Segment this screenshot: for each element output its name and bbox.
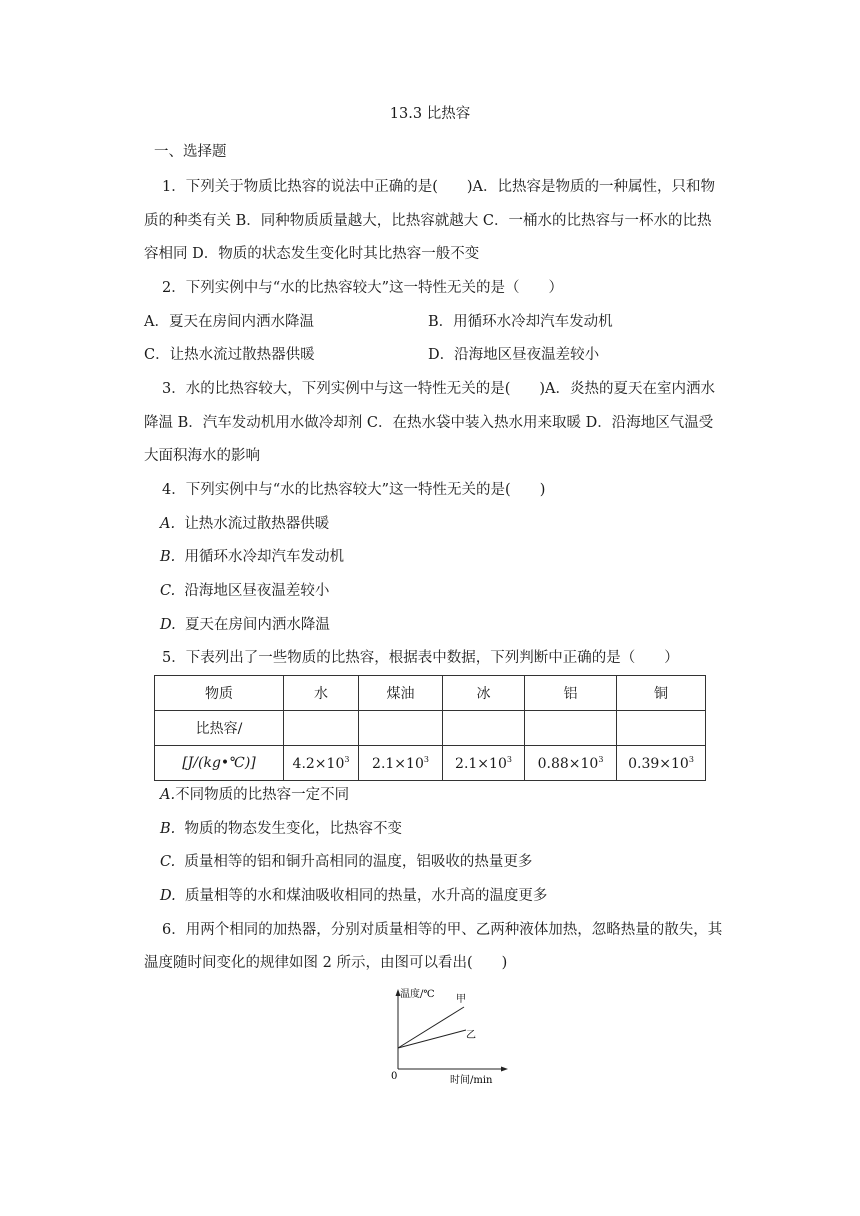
q6-line-1: 6．用两个相同的加热器，分别对质量相等的甲、乙两种液体加热，忽略热量的散失，其 [162,922,723,938]
q5-option-a [160,785,349,805]
y-axis-label: 温度/℃ [400,989,435,1000]
q3-line-2: 降温 B．汽车发动机用水做冷却剂 C．在热水袋中装入热水用来取暖 D．沿海地区气温受 [144,415,714,431]
q2-option-c: C．让热水流过散热器供暖 [144,347,315,363]
series-label-jia: 甲 [456,994,466,1005]
exponent: 3 [688,754,694,764]
table-cell [284,746,359,781]
q2-stem: 2．下列实例中与“水的比热容较大”这一特性无关的是（ ） [162,280,564,296]
table-cell: [J/(kg•℃)] [155,746,284,781]
q2-option-b: B．用循环水冷却汽车发动机 [428,314,613,330]
table-cell [443,711,525,746]
q5-option-c [160,852,532,872]
value-text: 0.39×10 [628,755,689,772]
option-text: 夏天在房间内洒水降温 [184,617,330,633]
table-cell: 铜 [617,676,706,711]
x-axis-label: 时间/min [450,1075,493,1086]
option-label: A. [160,787,176,803]
value-text: 4.2×10 [292,755,345,772]
option-text: 质量相等的水和煤油吸收相同的热量，水升高的温度更多 [184,888,548,904]
option-label: D. [160,888,176,904]
option-text: 让热水流过散热器供暖 [184,516,330,532]
table-cell [284,711,359,746]
table-row [155,711,706,746]
page-title: 13.3 比热容 [389,106,471,122]
option-text: 用循环水冷却汽车发动机 [184,549,344,565]
exponent: 3 [423,754,429,764]
option-label: A. [160,516,176,532]
q1-line-1: 1．下列关于物质比热容的说法中正确的是( )A．比热容是物质的一种属性，只和物 [162,179,716,195]
table-cell: 铝 [525,676,617,711]
option-label: D. [160,617,176,633]
q5-stem: 5．下表列出了一些物质的比热容，根据表中数据，下列判断中正确的是（ ） [162,650,679,666]
table-cell [525,746,617,781]
q3-line-1: 3．水的比热容较大，下列实例中与这一特性无关的是( )A．炎热的夏天在室内洒水 [162,381,716,397]
table-cell: 水 [284,676,359,711]
q1-line-2: 质的种类有关 B．同种物质质量越大，比热容就越大 C．一桶水的比热容与一杯水的比热 [144,213,712,229]
q6-line-2: 温度随时间变化的规律如图 2 所示，由图可以看出( ) [144,955,508,971]
q4-option-b [160,547,344,567]
option-label: B. [160,821,176,837]
temperature-time-graph [378,985,518,1090]
option-text: 物质的物态发生变化，比热容不变 [184,821,402,837]
q4-option-c [160,581,329,601]
table-cell [617,711,706,746]
exponent: 3 [344,754,350,764]
q4-option-a [160,514,329,534]
origin-label: 0 [391,1071,398,1082]
table-cell: 冰 [443,676,525,711]
table-cell [617,746,706,781]
option-label: B. [160,549,176,565]
q2-option-a: A．夏天在房间内洒水降温 [144,314,314,330]
x-axis-arrow [501,1067,508,1072]
table-cell [443,746,525,781]
table-cell: 煤油 [359,676,443,711]
q1-line-3: 容相同 D．物质的状态发生变化时其比热容一般不变 [144,246,480,262]
table-row [155,676,706,711]
option-label: C. [160,583,176,599]
option-text: 沿海地区昼夜温差较小 [184,583,330,599]
series-label-yi: 乙 [466,1030,476,1041]
table-cell [525,711,617,746]
value-text: 0.88×10 [537,755,599,772]
q2-option-d: D．沿海地区昼夜温差较小 [428,347,600,363]
line-yi [398,1030,466,1048]
section-heading: 一、选择题 [154,144,227,160]
specific-heat-table [154,675,706,781]
option-text: 质量相等的铝和铜升高相同的温度，铝吸收的热量更多 [184,854,533,870]
table-cell [359,711,443,746]
option-label: C. [160,854,176,870]
q5-option-d [160,886,547,906]
table-cell: 物质 [155,676,284,711]
line-jia [398,1007,464,1048]
q3-line-3: 大面积海水的影响 [144,448,260,464]
option-text: 不同物质的比热容一定不同 [175,787,350,803]
value-text: 2.1×10 [455,755,507,772]
table-cell: 比热容/ [155,711,284,746]
exponent: 3 [598,754,604,764]
value-text: 2.1×10 [372,755,424,772]
table-row [155,746,706,781]
q4-stem: 4．下列实例中与“水的比热容较大”这一特性无关的是( ) [162,482,546,498]
q5-option-b [160,819,402,839]
table-cell [359,746,443,781]
q4-option-d [160,615,330,635]
exponent: 3 [506,754,512,764]
